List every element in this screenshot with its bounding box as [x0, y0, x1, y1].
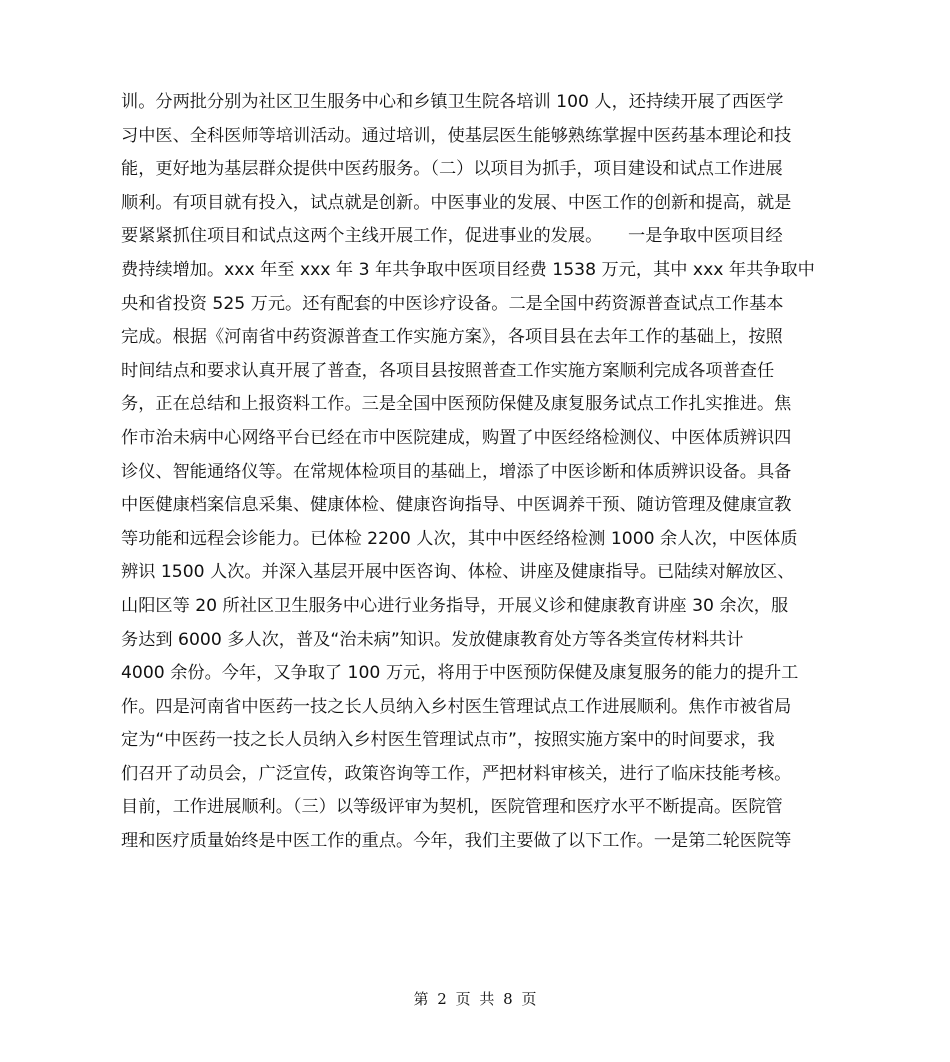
- text-line: 习中医、全科医师等培训活动。通过培训，使基层医生能够熟练掌握中医药基本理论和技: [121, 125, 792, 146]
- text-line: 作市治未病中心网络平台已经在市中医院建成，购置了中医经络检测仪、中医体质辨识四: [121, 427, 792, 448]
- text-line: 等功能和远程会诊能力。已体检 2200 人次，其中中医经络检测 1000 余人次，中医体质: [121, 528, 798, 549]
- page-footer: 第 2 页 共 8 页: [413, 990, 537, 1008]
- text-line: 定为“中医药一技之长人员纳入乡村医生管理试点市”，按照实施方案中的时间要求，我: [121, 730, 775, 751]
- text-line: 山阳区等 20 所社区卫生服务中心进行业务指导，开展义诊和健康教育讲座 30 余次，服: [121, 595, 789, 616]
- text-line: 完成。根据《河南省中药资源普查工作实施方案》，各项目县在去年工作的基础上，按照: [121, 327, 783, 348]
- text-line: 时间结点和要求认真开展了普查，各项目县按照普查工作实施方案顺利完成各项普查任: [121, 360, 775, 381]
- text-line: 训。分两批分别为社区卫生服务中心和乡镇卫生院各培训 100 人，还持续开展了西医学: [121, 92, 784, 112]
- text-line: 央和省投资 525 万元。还有配套的中医诊疗设备。二是全国中药资源普查试点工作基本: [121, 293, 784, 314]
- text-line: 诊仪、智能通络仪等。在常规体检项目的基础上，增添了中医诊断和体质辨识设备。具备: [121, 461, 792, 482]
- text-line: 务达到 6000 多人次，普及“治未病”知识。发放健康教育处方等各类宣传材料共计: [121, 629, 744, 650]
- text-line: 费持续增加。xxx 年至 xxx 年 3 年共争取中医项目经费 1538 万元，其中 xxx 年共争取中: [121, 259, 815, 280]
- text-line: 作。四是河南省中医药一技之长人员纳入乡村医生管理试点工作进展顺利。焦作市被省局: [121, 696, 792, 717]
- text-line: 中医健康档案信息采集、健康体检、健康咨询指导、中医调养干预、随访管理及健康宣教: [121, 495, 792, 516]
- text-line: 要紧紧抓住项目和试点这两个主线开展工作，促进事业的发展。 一是争取中医项目经: [121, 226, 783, 247]
- text-line: 辨识 1500 人次。并深入基层开展中医咨询、体检、讲座及健康指导。已陆续对解放区、: [121, 562, 795, 583]
- text-line: 理和医疗质量始终是中医工作的重点。今年，我们主要做了以下工作。一是第二轮医院等: [121, 831, 792, 852]
- text-line: 务，正在总结和上报资料工作。三是全国中医预防保健及康复服务试点工作扎实推进。焦: [121, 394, 792, 415]
- text-line: 4000 余份。今年，又争取了 100 万元，将用于中医预防保健及康复服务的能力的提升工: [121, 663, 799, 684]
- text-line: 顺利。有项目就有投入，试点就是创新。中医事业的发展、中医工作的创新和提高，就是: [121, 192, 792, 213]
- body-text: [121, 86, 841, 859]
- text-line: 能，更好地为基层群众提供中医药服务。（二）以项目为抓手，项目建设和试点工作进展: [121, 159, 783, 180]
- text-line: 目前，工作进展顺利。（三）以等级评审为契机，医院管理和医疗水平不断提高。医院管: [121, 797, 783, 818]
- text-line: 们召开了动员会，广泛宣传，政策咨询等工作，严把材料审核关，进行了临床技能考核。: [121, 763, 792, 784]
